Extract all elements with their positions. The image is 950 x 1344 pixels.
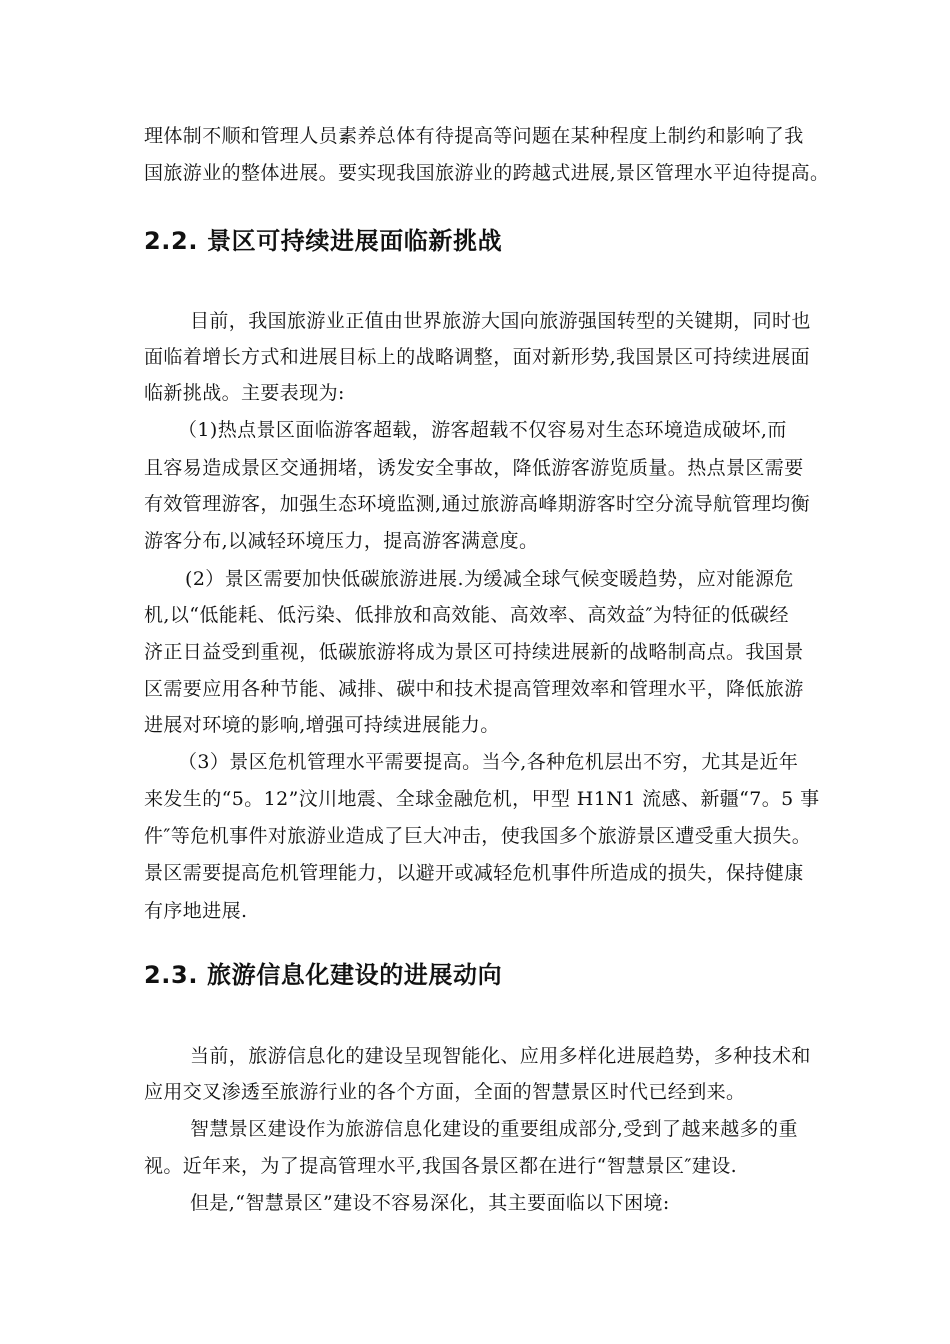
list-item-line: (2）景区需要加快低碳旅游进展.为缓减全球气候变暖趋势，应对能源危	[185, 568, 794, 590]
body-text-line: 临新挑战。主要表现为:	[144, 382, 345, 404]
body-text-line: 来发生的“5。12”汶川地震、全球金融危机，甲型 H1N1 流感、新疆“7。5 事	[144, 788, 820, 810]
body-text-line: 有序地进展.	[144, 900, 248, 922]
body-text-line: 理体制不顺和管理人员素养总体有待提高等问题在某种程度上制约和影响了我	[144, 125, 804, 147]
body-text-line: 进展对环境的影响,增强可持续进展能力。	[144, 714, 500, 736]
body-text-line: 游客分布,以减轻环境压力，提高游客满意度。	[144, 530, 539, 552]
body-text-line: 区需要应用各种节能、减排、碳中和技术提高管理效率和管理水平，降低旅游	[144, 678, 804, 700]
body-text-line: 件″等危机事件对旅游业造成了巨大冲击，使我国多个旅游景区遭受重大损失。	[144, 825, 812, 847]
list-item-line: （1)热点景区面临游客超载，游客超载不仅容易对生态环境造成破坏,而	[178, 419, 787, 441]
body-text-line: 智慧景区建设作为旅游信息化建设的重要组成部分,受到了越来越多的重	[190, 1118, 798, 1140]
body-text-line: 且容易造成景区交通拥堵，诱发安全事故，降低游客游览质量。热点景区需要	[144, 457, 804, 479]
body-text-line: 景区需要提高危机管理能力，以避开或减轻危机事件所造成的损失，保持健康	[144, 862, 804, 884]
body-text-line: 但是,“智慧景区”建设不容易深化，其主要面临以下困境:	[190, 1192, 670, 1214]
body-text-line: 当前，旅游信息化的建设呈现智能化、应用多样化进展趋势，多种技术和	[190, 1045, 811, 1067]
body-text-line: 目前，我国旅游业正值由世界旅游大国向旅游强国转型的关键期，同时也	[190, 310, 811, 332]
section-heading-2-3: 2.3. 旅游信息化建设的进展动向	[144, 961, 503, 989]
body-text-line: 国旅游业的整体进展。要实现我国旅游业的跨越式进展,景区管理水平迫待提高。	[144, 162, 830, 184]
body-text-line: 应用交叉渗透至旅游行业的各个方面，全面的智慧景区时代已经到来。	[144, 1081, 746, 1103]
body-text-line: 视。近年来，为了提高管理水平,我国各景区都在进行“智慧景区″建设.	[144, 1155, 738, 1177]
list-item-line: （3）景区危机管理水平需要提高。当今,各种危机层出不穷，尤其是近年	[178, 751, 799, 773]
body-text-line: 有效管理游客，加强生态环境监测,通过旅游高峰期游客时空分流导航管理均衡	[144, 493, 811, 515]
body-text-line: 济正日益受到重视，低碳旅游将成为景区可持续进展新的战略制高点。我国景	[144, 641, 804, 663]
body-text-line: 机,以“低能耗、低污染、低排放和高效能、高效率、高效益″为特征的低碳经	[144, 604, 789, 626]
section-heading-2-2: 2.2. 景区可持续进展面临新挑战	[144, 227, 503, 255]
body-text-line: 面临着增长方式和进展目标上的战略调整，面对新形势,我国景区可持续进展面	[144, 346, 811, 368]
